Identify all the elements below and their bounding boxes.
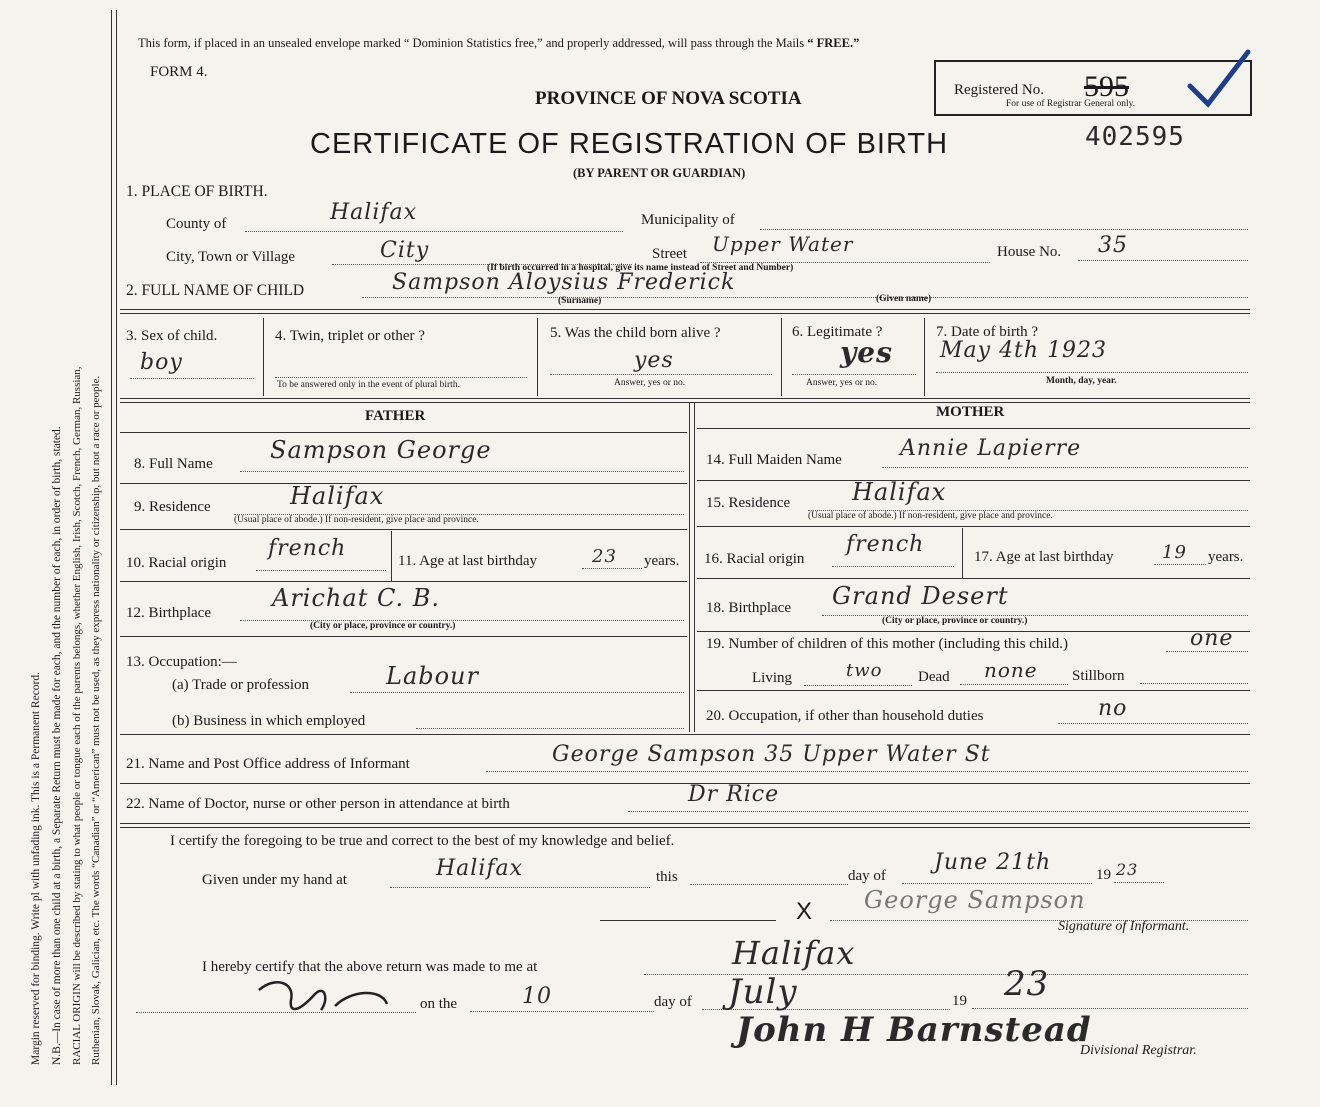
father-rule-4 bbox=[120, 636, 687, 637]
alive-label: 5. Was the child born alive ? bbox=[550, 325, 721, 341]
twin-line bbox=[275, 377, 527, 378]
margin-text-2: N.B.—In case of more than one child at a birth, a Separate Return must be made for each, and the number of each, in order of birth, stated. bbox=[51, 426, 63, 1065]
mother-head-rule bbox=[697, 428, 1250, 429]
informant-label: 21. Name and Post Office address of Informant bbox=[126, 756, 410, 772]
certificate-title: CERTIFICATE OF REGISTRATION OF BIRTH bbox=[310, 128, 949, 160]
father-heading: FATHER bbox=[365, 408, 426, 424]
x-mark: X bbox=[796, 898, 813, 925]
col-div-1 bbox=[263, 318, 264, 396]
on-the-label: on the bbox=[420, 996, 458, 1012]
doctor-line bbox=[628, 811, 1248, 812]
father-race-line bbox=[256, 570, 386, 571]
rule-f bbox=[120, 783, 1250, 784]
mother-res-note: (Usual place of abode.) If non-resident, give place and province. bbox=[808, 511, 1053, 521]
street-label: Street bbox=[652, 246, 687, 262]
certificate-number: 402595 bbox=[1085, 122, 1185, 152]
twin-label: 4. Twin, triplet or other ? bbox=[275, 328, 425, 344]
margin-rule-outer bbox=[111, 10, 112, 1085]
municipality-label: Municipality of bbox=[641, 212, 735, 228]
year-line bbox=[1114, 882, 1164, 883]
certificate-subtitle: (BY PARENT OR GUARDIAN) bbox=[573, 166, 746, 180]
year-suffix[interactable]: 23 bbox=[1116, 860, 1139, 879]
rule-d bbox=[120, 402, 1250, 403]
rule-e bbox=[120, 734, 1250, 735]
checkmark-icon bbox=[1186, 48, 1256, 112]
father-trade-line bbox=[350, 692, 684, 693]
living-value[interactable]: two bbox=[846, 660, 883, 681]
col-div-2 bbox=[537, 318, 538, 396]
mother-race-line bbox=[832, 566, 954, 567]
mother-name-line bbox=[882, 467, 1248, 468]
mother-rule-2 bbox=[697, 526, 1250, 527]
house-label: House No. bbox=[997, 244, 1062, 260]
registered-number: 595 bbox=[1084, 70, 1129, 103]
this-label: this bbox=[656, 869, 678, 885]
margin-text-3: RACIAL ORIGIN will be described by stating to what people or tongue each of the parents belongs, whether English, Irish, Scotch, French, German, Russian, bbox=[71, 366, 83, 1065]
sex-label: 3. Sex of child. bbox=[126, 328, 218, 344]
postal-note bbox=[138, 36, 859, 51]
mother-age-line bbox=[1154, 564, 1206, 565]
given-name-note: (Given name) bbox=[876, 294, 932, 304]
hospital-note: (If birth occurred in a hospital, give its name instead of Street and Number) bbox=[487, 263, 794, 273]
house-value[interactable]: 35 bbox=[1098, 233, 1128, 258]
given-place-value[interactable]: Halifax bbox=[436, 856, 524, 881]
mother-rule-5 bbox=[697, 690, 1250, 691]
mother-birthplace-label: 18. Birthplace bbox=[706, 600, 791, 616]
parents-divider-2 bbox=[694, 402, 695, 732]
doctor-label: 22. Name of Doctor, nurse or other person in attendance at birth bbox=[126, 796, 510, 812]
municipality-line bbox=[760, 229, 1248, 230]
alive-note: Answer, yes or no. bbox=[614, 378, 686, 388]
sex-line bbox=[130, 378, 254, 379]
informant-signature[interactable]: George Sampson bbox=[864, 886, 1086, 914]
doctor-value[interactable]: Dr Rice bbox=[688, 782, 780, 807]
registrar-place-value[interactable]: Halifax bbox=[732, 934, 856, 972]
rule-c bbox=[120, 398, 1250, 399]
mother-race-label: 16. Racial origin bbox=[704, 551, 805, 567]
child-name-label: 2. FULL NAME OF CHILD bbox=[126, 282, 305, 299]
registrar-day-line bbox=[470, 1011, 654, 1012]
informant-line bbox=[486, 771, 1248, 772]
child-name-value[interactable]: Sampson Aloysius Frederick bbox=[392, 270, 736, 295]
province-heading: PROVINCE OF NOVA SCOTIA bbox=[535, 88, 802, 109]
registrar-caption: Divisional Registrar. bbox=[1080, 1043, 1197, 1058]
registrar-year-line bbox=[972, 1008, 1248, 1009]
father-birthplace-label: 12. Birthplace bbox=[126, 605, 211, 621]
father-age-line bbox=[582, 568, 642, 569]
registrar-day-value[interactable]: 10 bbox=[522, 984, 552, 1009]
dead-value[interactable]: none bbox=[984, 658, 1038, 682]
mother-name-value[interactable]: Annie Lapierre bbox=[900, 436, 1082, 461]
father-head-rule bbox=[120, 432, 687, 433]
mother-rule-1 bbox=[697, 480, 1250, 481]
father-age-label: 11. Age at last birthday bbox=[398, 553, 537, 569]
mother-race-div bbox=[962, 528, 963, 578]
margin-rule-inner bbox=[116, 10, 117, 1085]
father-name-label: 8. Full Name bbox=[134, 456, 213, 472]
father-name-line bbox=[240, 471, 684, 472]
legit-value[interactable]: yes bbox=[840, 336, 893, 369]
living-line bbox=[804, 685, 912, 686]
father-trade-label: (a) Trade or profession bbox=[172, 677, 310, 693]
mother-heading: MOTHER bbox=[936, 404, 1005, 420]
father-rule-2 bbox=[120, 529, 687, 530]
county-value[interactable]: Halifax bbox=[330, 200, 418, 225]
mother-age-unit: years. bbox=[1208, 549, 1244, 565]
dob-label: 7. Date of birth ? bbox=[936, 324, 1039, 340]
rule-b bbox=[120, 313, 1250, 314]
county-label: County of bbox=[166, 216, 227, 232]
legit-note: Answer, yes or no. bbox=[806, 378, 878, 388]
dob-note: Month, day, year. bbox=[1046, 376, 1117, 386]
father-age-value[interactable]: 23 bbox=[592, 546, 617, 567]
margin-text-1: Margin reserved for binding. Write pl with unfading ink. This is a Permanent Record. bbox=[30, 671, 42, 1065]
date-value[interactable]: June 21th bbox=[934, 850, 1052, 875]
mother-rule-3 bbox=[697, 578, 1250, 579]
given-label: Given under my hand at bbox=[202, 872, 347, 888]
registrar-note: For use of Registrar General only. bbox=[1006, 99, 1136, 109]
father-res-value[interactable]: Halifax bbox=[290, 482, 385, 510]
postal-note-free: “ FREE.” bbox=[807, 36, 860, 50]
certify-statement: I certify the foregoing to be true and correct to the best of my knowledge and belief. bbox=[170, 833, 675, 849]
this-line bbox=[690, 884, 848, 885]
father-rule-3 bbox=[120, 581, 687, 582]
informant-value[interactable]: George Sampson 35 Upper Water St bbox=[552, 742, 991, 767]
registrar-left-line bbox=[136, 1012, 416, 1013]
registrar-month-value[interactable]: July bbox=[728, 972, 798, 1012]
mother-birthplace-note: (City or place, province or country.) bbox=[882, 616, 1028, 626]
dead-line bbox=[960, 684, 1068, 685]
twin-note: To be answered only in the event of plural birth. bbox=[277, 380, 460, 390]
dayof-label: day of bbox=[848, 868, 886, 884]
father-res-label: 9. Residence bbox=[134, 499, 211, 515]
mother-occ-line bbox=[1058, 723, 1248, 724]
father-birthplace-note: (City or place, province or country.) bbox=[310, 621, 456, 631]
living-label: Living bbox=[752, 670, 792, 686]
father-age-unit: years. bbox=[644, 553, 680, 569]
mother-race-value[interactable]: french bbox=[846, 532, 925, 557]
registrar-statement: I hereby certify that the above return was made to me at bbox=[202, 959, 538, 975]
mother-occ-value[interactable]: no bbox=[1098, 696, 1128, 721]
father-rule-1 bbox=[120, 483, 687, 484]
father-business-line bbox=[416, 728, 684, 729]
father-race-div bbox=[391, 531, 392, 581]
margin-text-4: Ruthenian, Slovak, Galician, etc. The words “Canadian” or “American” must not be used, as they express nationality or citizenship, but not a race or people. bbox=[90, 375, 102, 1065]
child-name-line bbox=[362, 297, 1248, 298]
place-section-label: 1. PLACE OF BIRTH. bbox=[126, 183, 268, 200]
form-number: FORM 4. bbox=[150, 64, 208, 80]
father-trade-value[interactable]: Labour bbox=[386, 662, 479, 690]
mother-name-label: 14. Full Maiden Name bbox=[706, 452, 842, 468]
mother-age-value[interactable]: 19 bbox=[1162, 542, 1187, 563]
rule-g bbox=[120, 823, 1250, 824]
stillborn-line bbox=[1140, 683, 1248, 684]
parents-divider-1 bbox=[689, 402, 690, 732]
house-line bbox=[1078, 260, 1248, 261]
registrar-dayof-label: day of bbox=[654, 994, 692, 1010]
father-name-value[interactable]: Sampson George bbox=[270, 436, 492, 464]
given-place-line bbox=[390, 887, 650, 888]
registered-label: Registered No. bbox=[954, 82, 1044, 98]
rule-h bbox=[120, 827, 1250, 828]
legit-line bbox=[792, 374, 916, 375]
father-birthplace-value[interactable]: Arichat C. B. bbox=[272, 584, 440, 612]
mother-birthplace-value[interactable]: Grand Desert bbox=[832, 582, 1009, 610]
mother-rule-4 bbox=[697, 631, 1250, 632]
mother-children-line bbox=[1166, 651, 1248, 652]
col-div-4 bbox=[924, 318, 925, 396]
year-prefix: 19 bbox=[1096, 867, 1111, 883]
father-race-value[interactable]: french bbox=[268, 536, 347, 561]
dead-label: Dead bbox=[918, 669, 950, 685]
alive-value[interactable]: yes bbox=[634, 348, 674, 373]
father-business-label: (b) Business in which employed bbox=[172, 713, 366, 729]
mother-res-value[interactable]: Halifax bbox=[852, 478, 947, 506]
father-occupation-label: 13. Occupation:— bbox=[126, 654, 237, 670]
city-value[interactable]: City bbox=[380, 238, 430, 263]
father-race-label: 10. Racial origin bbox=[126, 555, 227, 571]
stillborn-label: Stillborn bbox=[1072, 668, 1125, 684]
registrar-year-suffix[interactable]: 23 bbox=[1004, 964, 1050, 1004]
city-label: City, Town or Village bbox=[166, 249, 296, 265]
legit-label: 6. Legitimate ? bbox=[792, 324, 883, 340]
registrar-signature[interactable]: John H Barnstead bbox=[736, 1010, 1092, 1050]
mother-children-value[interactable]: one bbox=[1190, 626, 1234, 651]
father-birthplace-line bbox=[240, 620, 684, 621]
rule-a bbox=[120, 309, 1250, 310]
registrar-year-prefix: 19 bbox=[952, 993, 967, 1009]
surname-note: (Surname) bbox=[558, 296, 602, 306]
mother-occ-label: 20. Occupation, if other than household duties bbox=[706, 708, 984, 724]
sig-caption: Signature of Informant. bbox=[1058, 919, 1190, 934]
sig-left-line bbox=[600, 920, 776, 921]
mother-age-label: 17. Age at last birthday bbox=[974, 549, 1114, 565]
county-line bbox=[245, 231, 623, 232]
col-div-3 bbox=[781, 318, 782, 396]
postal-note-text: This form, if placed in an unsealed envelope marked “ Dominion Statistics free,” and properly addressed, will pass through the Mails bbox=[138, 36, 808, 50]
sex-value[interactable]: boy bbox=[140, 350, 183, 375]
mother-children-label: 19. Number of children of this mother (including this child.) bbox=[706, 636, 1069, 652]
street-value[interactable]: Upper Water bbox=[712, 232, 854, 256]
father-res-note: (Usual place of abode.) If non-resident, give place and province. bbox=[234, 515, 479, 525]
registered-box bbox=[934, 60, 1252, 116]
dob-value[interactable]: May 4th 1923 bbox=[940, 338, 1108, 363]
mother-res-label: 15. Residence bbox=[706, 495, 791, 511]
date-line bbox=[902, 883, 1092, 884]
alive-line bbox=[550, 374, 772, 375]
dob-line bbox=[936, 372, 1248, 373]
